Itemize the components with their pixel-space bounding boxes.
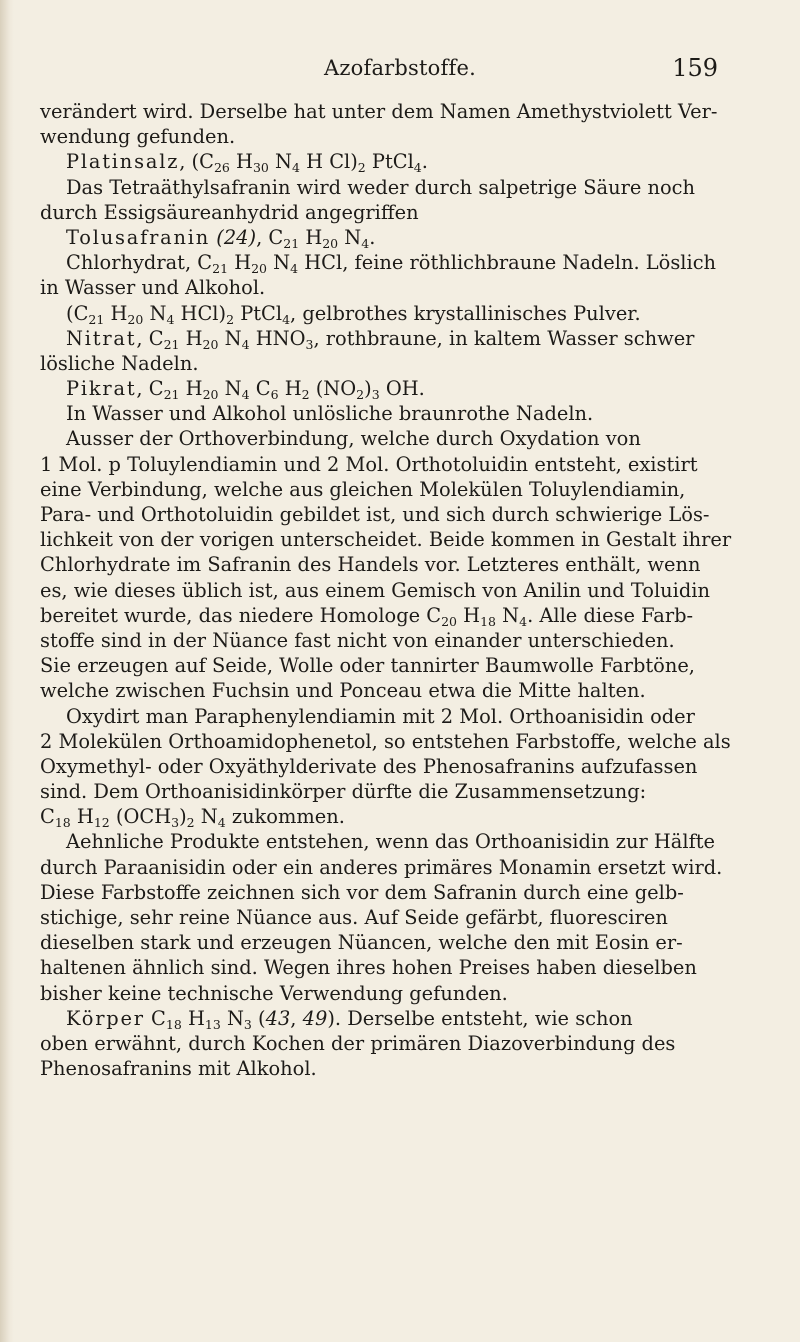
reference-43: 43 (265, 1006, 291, 1030)
text-line: In Wasser und Alkohol unlösliche braunrothe Nadeln. (66, 402, 594, 426)
reference-24: (24) (216, 225, 257, 249)
reference-49: 49 (302, 1006, 328, 1030)
term-pikrat: Pikrat (66, 377, 137, 401)
text-line: verändert wird. Derselbe hat unter dem Namen Amethystviolett Ver- (40, 100, 718, 123)
text-line: Pikrat, $C_{21}$ $H_{20}$ $N_4$ $C_6$ $H_2$ $(NO_2)_3$ OH. (66, 377, 425, 403)
term-koerper: Körper (66, 1006, 145, 1030)
text-line: wendung gefunden. (40, 125, 236, 149)
text-line: 2 Molekülen Orthoamidophenetol, so entstehen Farbstoffe, welche als (40, 729, 731, 753)
text-line: Nitrat, $C_{21}$ $H_{20}$ $N_4$ $HNO_3$, rothbraune, in kaltem Wasser schwer (66, 326, 695, 352)
text-line: Aehnliche Produkte entstehen, wenn das Orthoanisidin zur Hälfte (66, 830, 716, 854)
text-line: welche zwischen Fuchsin und Ponceau etwa die Mitte halten. (40, 679, 646, 703)
text-line: ($C_{21}$ $H_{20}$ $N_4$ $HCl)_2$ PtCl$_4$, gelbrothes krystallinisches Pulver. (66, 301, 641, 327)
term-tolusafranin: Tolusafranin (66, 225, 211, 249)
page-edge-shadow (0, 0, 14, 1342)
text-line: stoffe sind in der Nüance fast nicht von einander unterschieden. (40, 628, 675, 652)
text-line: Tolusafranin (24), $C_{21}$ $H_{20}$ $N_4$. (66, 225, 376, 251)
running-title: Azofarbstoffe. (324, 56, 476, 80)
text-line: lichkeit von der vorigen unterscheidet. Beide kommen in Gestalt ihrer (40, 528, 732, 552)
term-platinsalz: Platinsalz (66, 150, 180, 174)
text-line: sind. Dem Orthoanisidinkörper dürfte die Zusammensetzung: (40, 780, 647, 804)
text-line: Sie erzeugen auf Seide, Wolle oder tannirter Baumwolle Farbtöne, (40, 654, 695, 678)
text-line: lösliche Nadeln. (40, 351, 199, 375)
text-line: Oxydirt man Paraphenylendiamin mit 2 Mol. Orthoanisidin oder (66, 704, 695, 728)
text-line: Platinsalz, ($C_{26}$ $H_{30}$ $N_4$ H $Cl)_2$ PtCl$_4$. (66, 150, 428, 176)
text-line: Diese Farbstoffe zeichnen sich vor dem Safranin durch eine gelb- (40, 880, 684, 904)
text-line: oben erwähnt, durch Kochen der primären Diazoverbindung des (40, 1031, 676, 1055)
text-line: Ausser der Orthoverbindung, welche durch Oxydation von (66, 427, 641, 451)
text-line: 1 Mol. p Toluylendiamin und 2 Mol. Orthotoluidin entsteht, existirt (40, 452, 698, 476)
text-line: Phenosafranins mit Alkohol. (40, 1057, 317, 1081)
text-line: stichige, sehr reine Nüance aus. Auf Seide gefärbt, fluoresciren (40, 906, 668, 929)
text-line: bereitet wurde, das niedere Homologe $C_{20}$ $H_{18}$ $N_4$. Alle diese Farb- (40, 603, 694, 629)
page-header (0, 56, 800, 86)
text-line: haltenen ähnlich sind. Wegen ihres hohen Preises haben dieselben (40, 956, 697, 980)
text-line: Körper $C_{18}$ $H_{13}$ $N_3$ (43, 49). Derselbe entsteht, wie schon (66, 1006, 633, 1032)
text-line: durch Paraanisidin oder ein anderes primäres Monamin ersetzt wird. (40, 855, 723, 879)
text-line: es, wie dieses üblich ist, aus einem Gemisch von Anilin und Toluidin (40, 578, 710, 602)
text-line: Para- und Orthotoluidin gebildet ist, und sich durch schwierige Lös- (40, 503, 710, 526)
text-line: Chlorhydrate im Safranin des Handels vor. Letzteres enthält, wenn (40, 553, 701, 577)
term-nitrat: Nitrat (66, 326, 137, 350)
text-line: Oxymethyl- oder Oxyäthylderivate des Phenosafranins aufzufassen (40, 754, 698, 778)
text-line: dieselben stark und erzeugen Nüancen, welche den mit Eosin er- (40, 931, 683, 955)
text-line: Das Tetraäthylsafranin wird weder durch salpetrige Säure noch (66, 175, 695, 199)
text-line: Chlorhydrat, $C_{21}$ $H_{20}$ $N_4$ HCl, feine röthlichbraune Nadeln. Löslich (66, 251, 717, 277)
page-number: 159 (672, 54, 718, 82)
body-text (40, 99, 732, 1081)
text-line: in Wasser und Alkohol. (40, 276, 266, 300)
text-line: bisher keine technische Verwendung gefunden. (40, 981, 508, 1005)
text-line: eine Verbindung, welche aus gleichen Molekülen Toluylendiamin, (40, 477, 686, 501)
text-line: $C_{18}$ $H_{12}$ $(OCH_3)_2$ $N_4$ zukommen. (40, 805, 345, 831)
text-line: durch Essigsäureanhydrid angegriffen (40, 200, 419, 224)
